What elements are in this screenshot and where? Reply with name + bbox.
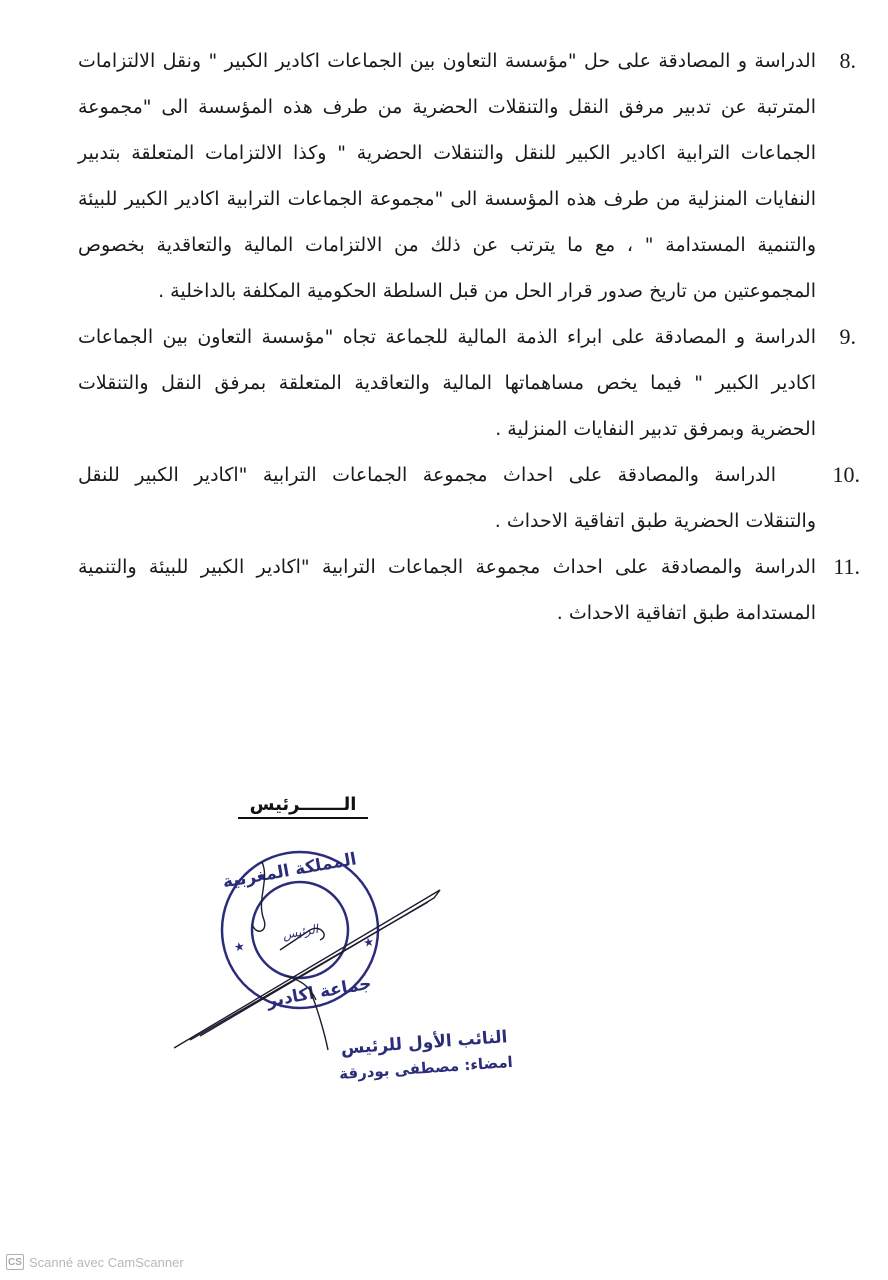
- deputy-name: امضاء: مصطفى بودرقة: [338, 1052, 514, 1084]
- item-line: والتنمية المستدامة " ، مع ما يترتب عن ذلك من الالتزامات المالية والتعاقدية بخصوص: [78, 234, 816, 256]
- item-number: 11.: [833, 554, 860, 579]
- item-number: 9.: [839, 324, 856, 349]
- agenda-item-8: [78, 38, 856, 314]
- item-line: الدراسة والمصادقة على احداث مجموعة الجماعات الترابية "اكادير الكبير للبيئة والتنمية: [78, 556, 816, 578]
- stamp-icon: [210, 840, 391, 1020]
- svg-text:المملكة المغربية: المملكة المغربية: [221, 849, 359, 893]
- president-title: الـــــــرئيس: [238, 794, 368, 819]
- item-line: النفايات المنزلية من طرف هذه المؤسسة الى "مجموعة الجماعات الترابية اكادير الكبير للبيئة: [78, 188, 816, 210]
- svg-text:جماعة اكادير: جماعة اكادير: [265, 973, 373, 1012]
- official-stamp-with-signature: [160, 840, 460, 1060]
- item-line: المجموعتين من تاريخ صدور قرار الحل من قبل السلطة الحكومية المكلفة بالداخلية .: [158, 280, 816, 302]
- item-line: المستدامة طبق اتفاقية الاحداث .: [556, 602, 816, 624]
- agenda-item-11: [78, 544, 860, 636]
- watermark-text: Scanné avec CamScanner: [29, 1254, 184, 1270]
- item-number: 8.: [839, 48, 856, 73]
- item-line: الدراسة والمصادقة على احداث مجموعة الجماعات الترابية "اكادير الكبير للنقل: [78, 464, 776, 486]
- svg-text:الرئيس: الرئيس: [281, 921, 320, 942]
- svg-text:★: ★: [232, 938, 246, 955]
- item-line: المترتبة عن تدبير مرفق النقل والتنقلات الحضرية من طرف هذه المؤسسة الى "مجموعة: [78, 96, 816, 118]
- item-number: 10.: [832, 462, 860, 487]
- handwritten-signature: [174, 862, 440, 1050]
- camscanner-logo-icon: CS: [6, 1254, 24, 1270]
- item-line: الدراسة و المصادقة على حل "مؤسسة التعاون بين الجماعات اكادير الكبير " ونقل الالتزامات: [78, 50, 816, 72]
- item-line: الجماعات الترابية اكادير الكبير للنقل والتنقلات الحضرية " وكذا الالتزامات المتعلقة بتدبير: [78, 142, 816, 164]
- agenda-item-10: [78, 452, 860, 544]
- svg-text:★: ★: [362, 934, 376, 951]
- scanner-watermark: [6, 1254, 184, 1270]
- item-line: والتنقلات الحضرية طبق اتفاقية الاحداث .: [494, 510, 816, 532]
- item-line: الحضرية وبمرفق تدبير النفايات المنزلية .: [495, 418, 816, 440]
- item-line: اكادير الكبير " فيما يخص مساهماتها المالية والتعاقدية المتعلقة بمرفق النقل والتنقلات: [78, 372, 816, 394]
- agenda-item-9: [78, 314, 856, 452]
- agenda-items-list: [78, 38, 860, 636]
- item-line: الدراسة و المصادقة على ابراء الذمة المالية للجماعة تجاه "مؤسسة التعاون بين الجماعات: [78, 326, 816, 348]
- deputy-title: النائب الأول للرئيس: [340, 1027, 509, 1059]
